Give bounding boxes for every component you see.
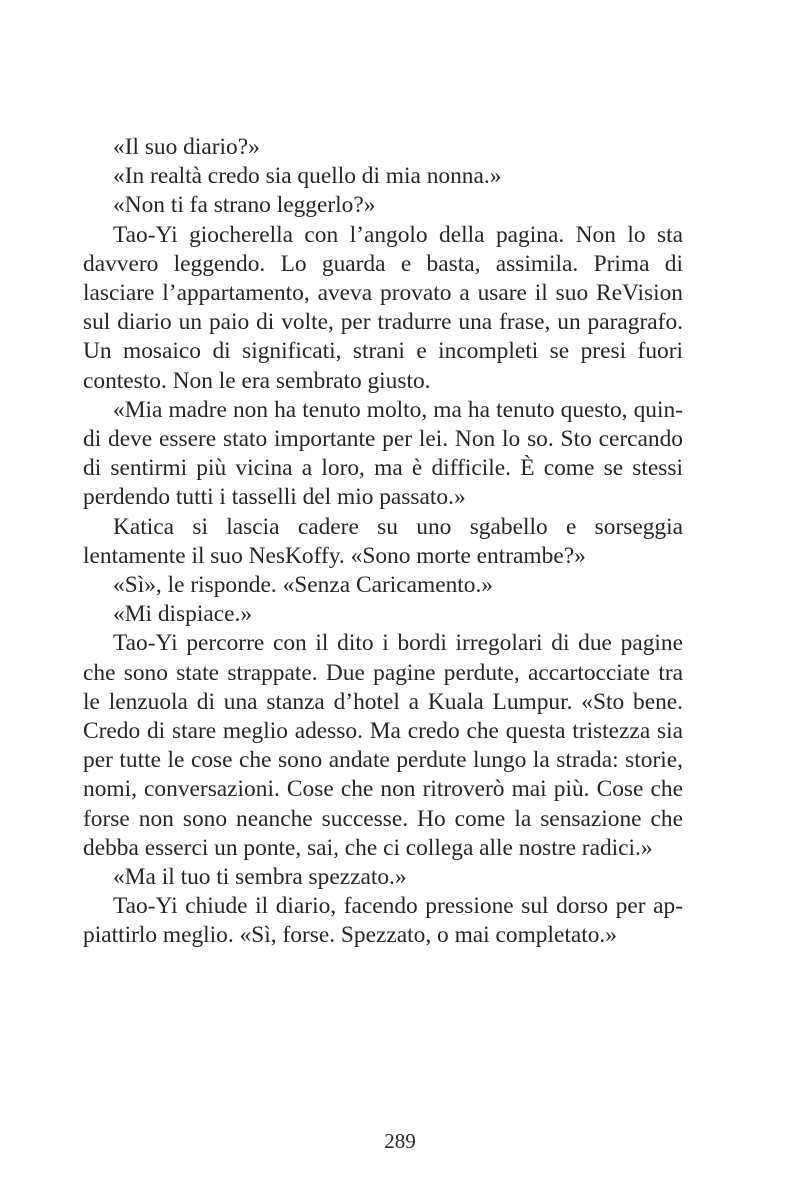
- paragraph-8: «Mi dispiace.»: [113, 601, 253, 628]
- body-text: [83, 133, 683, 951]
- paragraph-1: «Il suo diario?»: [113, 134, 260, 160]
- paragraph-9: Tao-Yi percorre con il dito i bordi irregolari di due pagine che sono state strappate. Due pagine perdute, accartocciate tra le lenzuola di una stanza d’hotel a Kuala Lumpur. «Sto bene. Credo di stare meglio adesso. Ma credo che questa tristezza sia per tutte le cose che sono andate perdute lungo la strada: storie, nomi, conversazioni. Cose che non ritroverò mai più. Cose che forse non sono neanche successe. Ho come la sensazione che debba esserci un ponte, sai, che ci collega alle nostre radici.»: [83, 630, 683, 861]
- paragraph-5: «Mia madre non ha tenuto molto, ma ha tenuto questo, quindi deve essere stato importante per lei. Non lo so. Sto cercando di sentirmi più vicina a loro, ma è difficile. È come se stessi perdendo tutti i tasselli del mio passato.»: [83, 396, 683, 511]
- paragraph-6: Katica si lascia cadere su uno sgabello e sorseggia lentamente il suo NesKoffy. «Sono morte entrambe?»: [83, 513, 683, 569]
- paragraph-2: «In realtà credo sia quello di mia nonna.»: [113, 163, 502, 190]
- paragraph-7: «Sì», le risponde. «Senza Caricamento.»: [113, 572, 494, 599]
- paragraph-11: Tao-Yi chiude il diario, facendo pressione sul dorso per appiattirlo meglio. «Sì, forse. Spezzato, o mai completato.»: [83, 893, 683, 949]
- paragraph-10: «Ma il tuo ti sembra spezzato.»: [113, 864, 407, 891]
- paragraph-3: «Non ti fa strano leggerlo?»: [113, 192, 376, 219]
- page-number: 289: [384, 1129, 416, 1153]
- paragraph-4: Tao-Yi giocherella con l’angolo della pagina. Non lo sta davvero leggendo. Lo guarda e basta, assimila. Prima di lasciare l’appartamento, aveva provato a usare il suo ReVision sul diario un paio di volte, per tradurre una frase, un paragrafo. Un mosaico di significati, strani e incompleti se presi fuori contesto. Non le era sembrato giusto.: [83, 221, 683, 394]
